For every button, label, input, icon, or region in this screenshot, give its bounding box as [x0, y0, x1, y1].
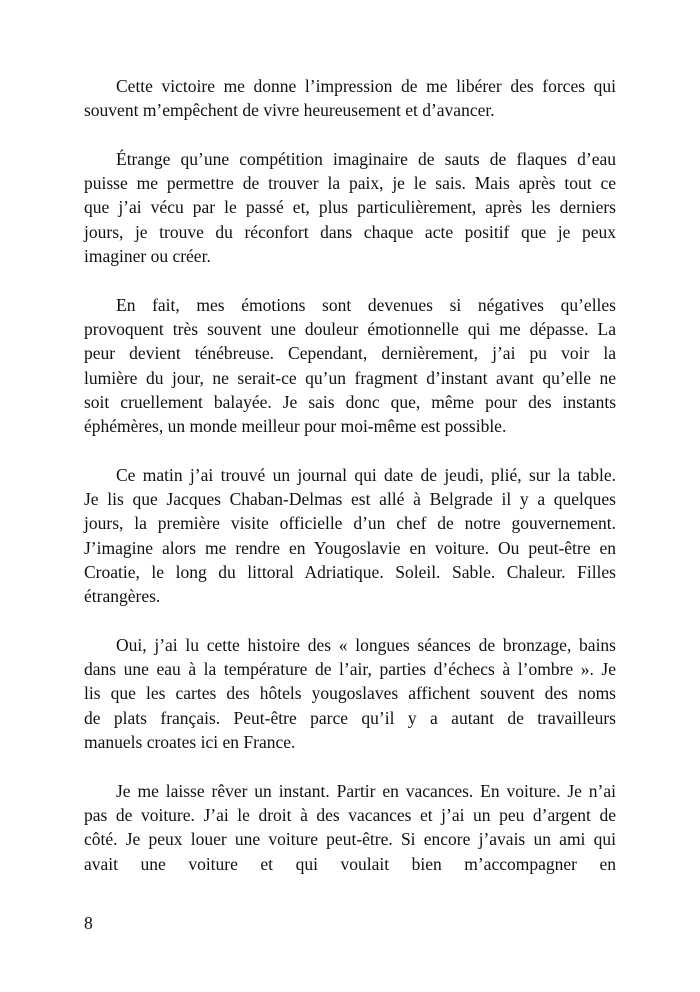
- page-body: [84, 74, 616, 900]
- text-line: jours, la première visite officielle d’un chef de notre gouvernement.: [84, 513, 616, 534]
- paragraph: [84, 147, 616, 268]
- text-line: de plats français. Peut-être parce qu’il y a autant de travailleurs: [84, 707, 616, 728]
- text-line: lis que les cartes des hôtels yougoslaves affichent souvent des noms: [84, 683, 616, 704]
- paragraph: [84, 293, 616, 439]
- paragraph: [84, 633, 616, 754]
- text-line: Je lis que Jacques Chaban-Delmas est allé à Belgrade il y a quelques: [84, 489, 616, 510]
- text-line: jours, je trouve du réconfort dans chaque acte positif que je peux: [84, 221, 616, 242]
- paragraph: [84, 74, 616, 123]
- paragraph: [84, 463, 616, 609]
- text-line: Oui, j’ai lu cette histoire des « longues séances de bronzage, bains: [116, 634, 616, 655]
- text-line: imaginer ou créer.: [84, 246, 211, 267]
- text-line: étrangères.: [84, 586, 161, 607]
- text-line: peur devient ténébreuse. Cependant, dernièrement, j’ai pu voir la: [84, 343, 616, 364]
- text-line: dans une eau à la température de l’air, parties d’échecs à l’ombre ». Je: [84, 659, 616, 680]
- text-line: Je me laisse rêver un instant. Partir en vacances. En voiture. Je n’ai: [116, 780, 616, 801]
- page-number: 8: [84, 913, 93, 933]
- text-line: lumière du jour, ne serait-ce qu’un fragment d’instant avant qu’elle ne: [84, 367, 616, 388]
- text-line: Ce matin j’ai trouvé un journal qui date de jeudi, plié, sur la table.: [116, 464, 616, 485]
- text-line: éphémères, un monde meilleur pour moi-même est possible.: [84, 416, 507, 437]
- text-line: puisse me permettre de trouver la paix, je le sais. Mais après tout ce: [84, 173, 616, 194]
- text-line: avait une voiture et qui voulait bien m’accompagner en: [84, 853, 616, 874]
- text-line: soit cruellement balayée. Je sais donc que, même pour des instants: [84, 391, 616, 412]
- text-line: souvent m’empêchent de vivre heureusement et d’avancer.: [84, 100, 495, 121]
- text-line: Étrange qu’une compétition imaginaire de sauts de flaques d’eau: [116, 148, 616, 169]
- text-line: provoquent très souvent une douleur émotionnelle qui me dépasse. La: [84, 318, 616, 339]
- text-line: En fait, mes émotions sont devenues si négatives qu’elles: [116, 294, 616, 315]
- text-line: manuels croates ici en France.: [84, 732, 296, 753]
- text-line: que j’ai vécu par le passé et, plus particulièrement, après les derniers: [84, 197, 616, 218]
- text-line: J’imagine alors me rendre en Yougoslavie en voiture. Ou peut-être en: [84, 537, 616, 558]
- text-line: Croatie, le long du littoral Adriatique. Soleil. Sable. Chaleur. Filles: [84, 561, 616, 582]
- text-line: côté. Je peux louer une voiture peut-être. Si encore j’avais un ami qui: [84, 829, 616, 850]
- text-line: pas de voiture. J’ai le droit à des vacances et j’ai un peu d’argent de: [84, 804, 616, 825]
- paragraph: [84, 779, 616, 876]
- text-line: Cette victoire me donne l’impression de me libérer des forces qui: [116, 76, 616, 96]
